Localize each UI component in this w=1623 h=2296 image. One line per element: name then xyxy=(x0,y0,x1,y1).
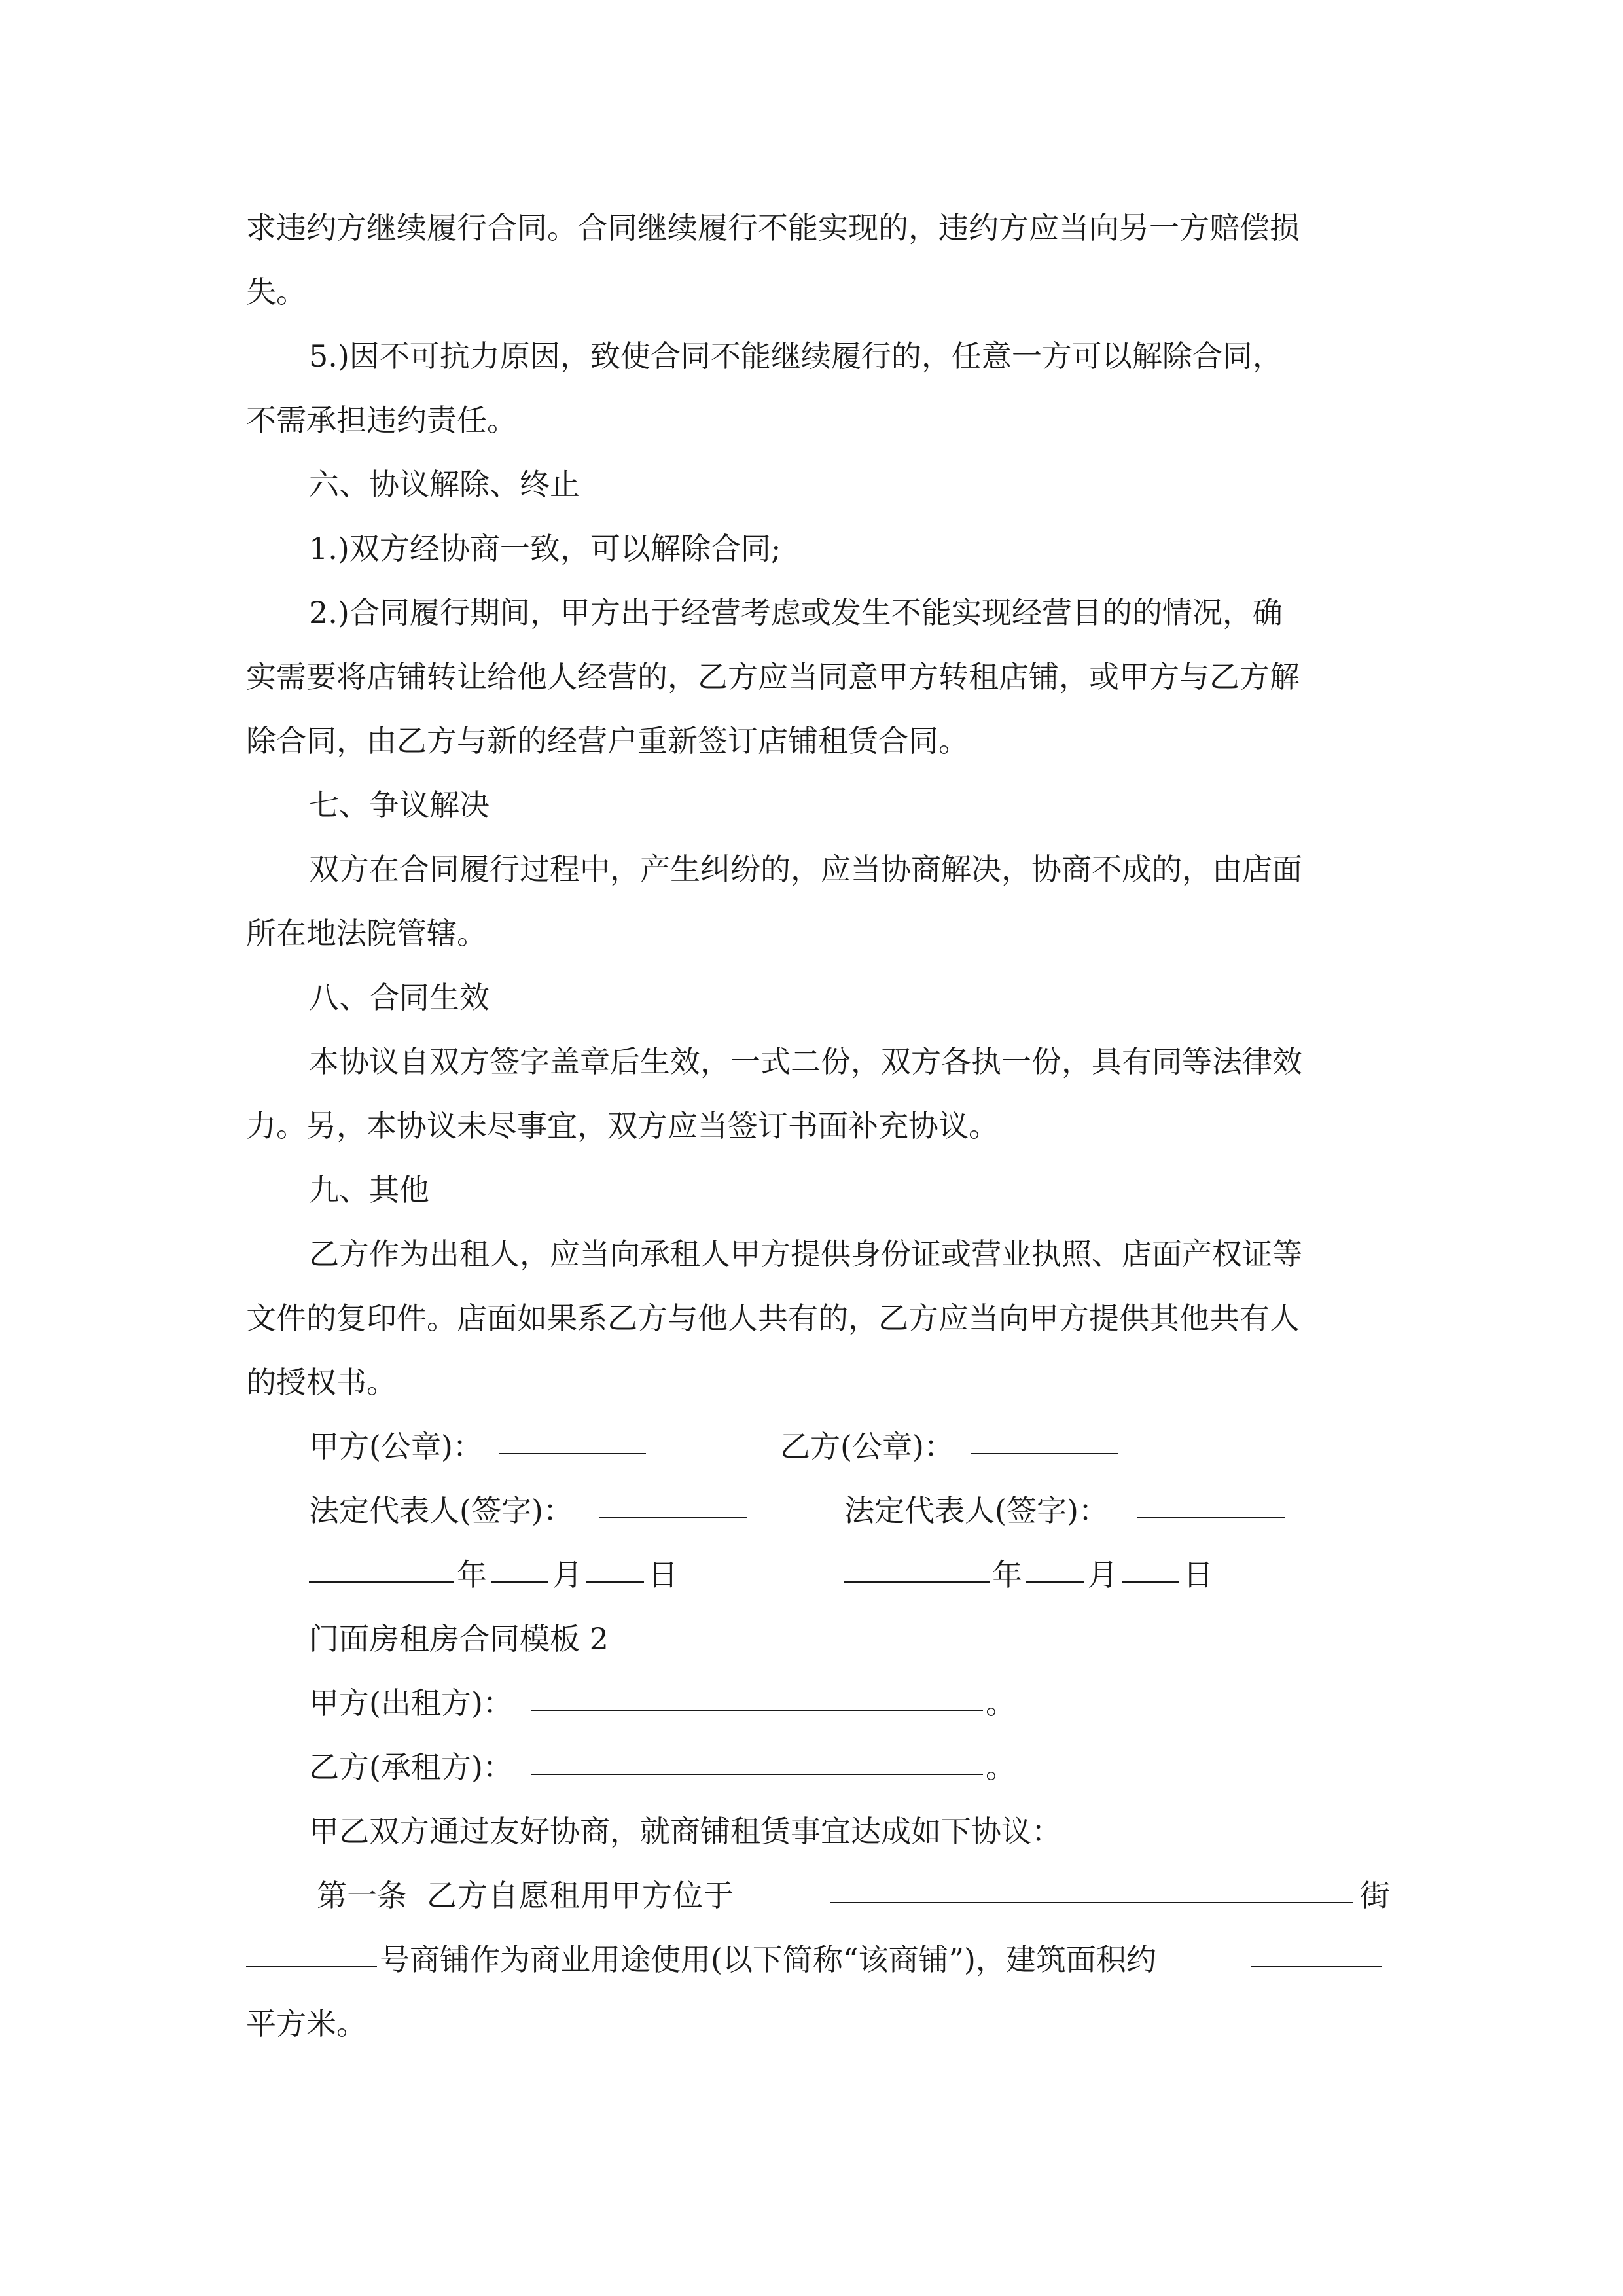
number-blank[interactable] xyxy=(246,1940,377,1967)
agreement-intro: 甲乙双方通过友好协商，就商铺租赁事宜达成如下协议： xyxy=(309,1814,1061,1849)
party-b-blank[interactable] xyxy=(531,1748,983,1775)
template-2-title: 门面房租房合同模板 2 xyxy=(309,1621,609,1657)
paragraph-line: 求违约方继续履行合同。合同继续履行不能实现的，违约方应当向另一方赔偿损 xyxy=(246,210,1300,245)
party-a-blank[interactable] xyxy=(531,1683,983,1711)
party-a-day-blank[interactable] xyxy=(586,1555,644,1583)
clause-6-2: 2.)合同履行期间，甲方出于经营考虑或发生不能实现经营目的的情况，确 xyxy=(309,595,1283,630)
street-blank[interactable] xyxy=(830,1876,1353,1903)
paragraph-line: 力。另，本协议未尽事宜，双方应当签订书面补充协议。 xyxy=(246,1108,999,1143)
party-a-year-blank[interactable] xyxy=(309,1555,454,1583)
party-b-seal-label: 乙方(公章)： xyxy=(780,1429,954,1464)
party-a-rep-blank[interactable] xyxy=(599,1491,747,1518)
section-heading-8: 八、合同生效 xyxy=(309,980,490,1015)
paragraph-line: 双方在合同履行过程中，产生纠纷的，应当协商解决，协商不成的，由店面 xyxy=(309,852,1302,887)
paragraph-line: 除合同，由乙方与新的经营户重新签订店铺租赁合同。 xyxy=(246,723,969,759)
clause-6-1: 1.)双方经协商一致，可以解除合同; xyxy=(309,531,781,566)
party-b-day-blank[interactable] xyxy=(1122,1555,1179,1583)
year-label: 年 xyxy=(457,1557,487,1592)
section-heading-6: 六、协议解除、终止 xyxy=(309,467,580,502)
paragraph-line: 本协议自双方签字盖章后生效，一式二份，双方各执一份，具有同等法律效 xyxy=(309,1044,1302,1079)
paragraph-line: 乙方作为出租人，应当向承租人甲方提供身份证或营业执照、店面产权证等 xyxy=(309,1236,1302,1272)
party-a-seal-blank[interactable] xyxy=(499,1427,646,1454)
party-b-month-blank[interactable] xyxy=(1026,1555,1084,1583)
day-label: 日 xyxy=(1183,1557,1213,1592)
section-heading-7: 七、争议解决 xyxy=(309,787,490,823)
street-label: 街 xyxy=(1360,1878,1390,1913)
party-b-rep-label: 法定代表人(签字)： xyxy=(844,1493,1109,1528)
article-1-text-2: 号商铺作为商业用途使用(以下简称“该商铺”)，建筑面积约 xyxy=(380,1942,1156,1977)
article-1-text: 乙方自愿租用甲方位于 xyxy=(427,1878,734,1913)
party-b-year-blank[interactable] xyxy=(844,1555,990,1583)
article-1-number: 第一条 xyxy=(317,1878,407,1913)
article-1-area-unit: 平方米。 xyxy=(246,2006,366,2041)
period: 。 xyxy=(986,1685,1016,1721)
party-b-rep-blank[interactable] xyxy=(1137,1491,1285,1518)
party-b-seal-blank[interactable] xyxy=(971,1427,1118,1454)
area-blank[interactable] xyxy=(1251,1940,1382,1967)
paragraph-line: 的授权书。 xyxy=(246,1365,397,1400)
party-a-month-blank[interactable] xyxy=(491,1555,548,1583)
day-label: 日 xyxy=(648,1557,678,1592)
clause-5: 5.)因不可抗力原因，致使合同不能继续履行的，任意一方可以解除合同， xyxy=(309,338,1283,374)
article-1-row-2 xyxy=(246,1940,1385,2136)
paragraph-line: 文件的复印件。店面如果系乙方与他人共有的，乙方应当向甲方提供其他共有人 xyxy=(246,1300,1300,1336)
month-label: 月 xyxy=(552,1557,582,1592)
party-a-rep-label: 法定代表人(签字)： xyxy=(309,1493,573,1528)
period: 。 xyxy=(986,1749,1016,1785)
month-label: 月 xyxy=(1088,1557,1118,1592)
paragraph-line: 不需承担违约责任。 xyxy=(246,403,517,438)
party-a-label: 甲方(出租方)： xyxy=(309,1685,513,1721)
paragraph-line: 所在地法院管辖。 xyxy=(246,916,487,951)
paragraph-line: 失。 xyxy=(246,274,306,310)
year-label: 年 xyxy=(992,1557,1022,1592)
section-heading-9: 九、其他 xyxy=(309,1172,429,1208)
party-a-seal-label: 甲方(公章)： xyxy=(309,1429,483,1464)
paragraph-line: 实需要将店铺转让给他人经营的，乙方应当同意甲方转租店铺，或甲方与乙方解 xyxy=(246,659,1300,694)
party-b-label: 乙方(承租方)： xyxy=(309,1749,513,1785)
